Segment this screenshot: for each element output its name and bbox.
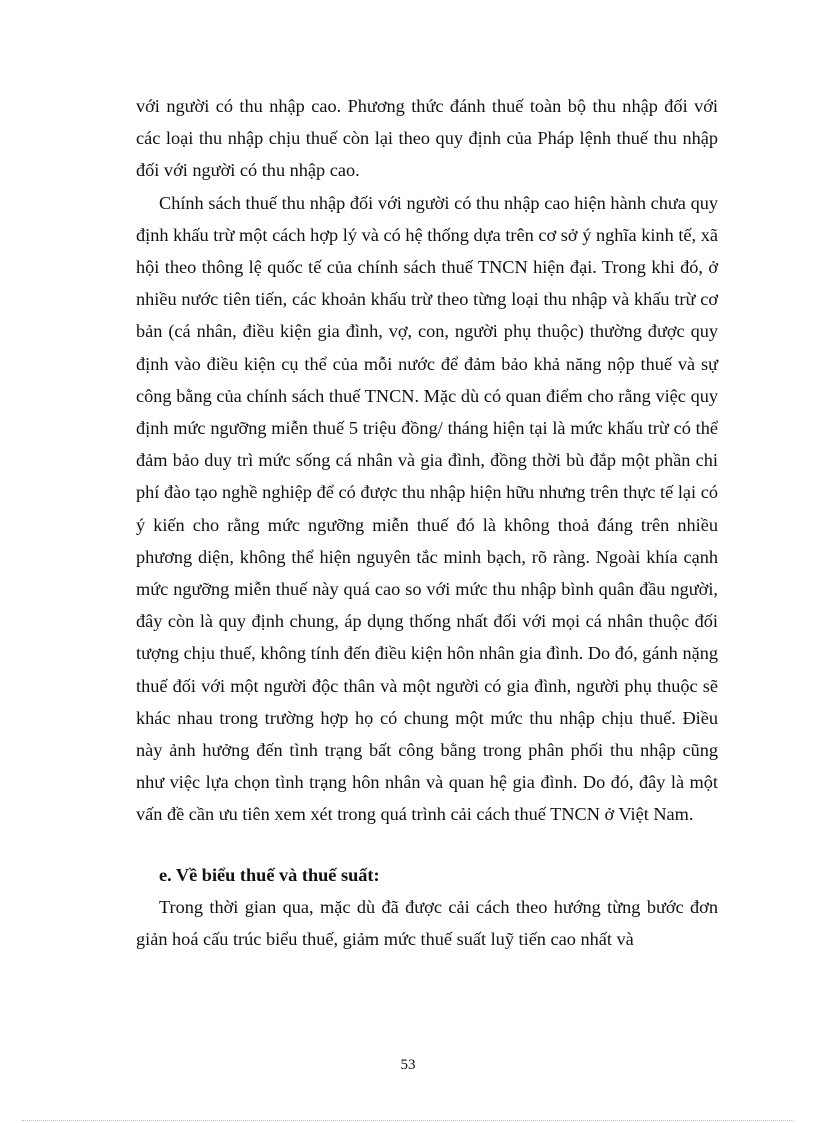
paragraph-tax-schedule: Trong thời gian qua, mặc dù đã được cải cách theo hướng từng bước đơn giản hoá cấu trúc biểu thuế, giảm mức thuế suất luỹ tiến cao nhất và bbox=[136, 896, 718, 950]
paragraph-tax-deduction-policy: Chính sách thuế thu nhập đối với người có thu nhập cao hiện hành chưa quy định khấu trừ một cách hợp lý và có hệ thống dựa trên cơ sở ý nghĩa kinh tế, xã hội theo thông lệ quốc tế của chính sách thuế TNCN hiện đại. Trong khi đó, ở nhiều nước tiên tiến, các khoản khấu trừ theo từng loại thu nhập và khấu trừ cơ bản (cá nhân, điều kiện gia đình, vợ, con, người phụ thuộc) thường được quy định vào điều kiện cụ thể của mỗi nước để đảm bảo khả năng nộp thuế và sự công bằng của chính sách thuế TNCN. Mặc dù có quan điểm cho rằng việc quy định mức ngưỡng miễn thuế 5 triệu đồng/ tháng hiện tại là mức khấu trừ có thể đảm bảo duy trì mức sống cá nhân và gia đình, đồng thời bù đắp một phần chi phí đào tạo nghề nghiệp để có được thu nhập hiện hữu nhưng trên thực tế lại có ý kiến cho rằng mức ngưỡng miễn thuế đó là không thoả đáng trên nhiều phương diện, không thể hiện nguyên tắc minh bạch, rõ ràng. Ngoài khía cạnh mức ngưỡng miễn thuế này quá cao so với mức thu nhập bình quân đầu người, đây còn là quy định chung, áp dụng thống nhất đối với mọi cá nhân thuộc đối tượng chịu thuế, không tính đến điều kiện hôn nhân gia đình. Do đó, gánh nặng thuế đối với một người độc thân và một người có gia đình, người phụ thuộc sẽ khác nhau trong trường hợp họ có chung một mức thu nhập chịu thuế. Điều này ảnh hưởng đến tình trạng bất công bằng trong phân phối thu nhập cũng như việc lựa chọn tình trạng hôn nhân và quan hệ gia đình. Do đó, đây là một vấn đề cần ưu tiên xem xét trong quá trình cải cách thuế TNCN ở Việt Nam. bbox=[136, 192, 718, 825]
page-number: 53 bbox=[400, 1057, 416, 1073]
paragraph-continuation: với người có thu nhập cao. Phương thức đánh thuế toàn bộ thu nhập đối với các loại thu nhập chịu thuế còn lại theo quy định của Pháp lệnh thuế thu nhập đối với người có thu nhập cao. bbox=[136, 96, 718, 181]
body-text bbox=[136, 90, 718, 955]
page-bottom-divider bbox=[22, 1120, 794, 1121]
section-heading: e. Về biểu thuế và thuế suất: bbox=[159, 864, 380, 885]
